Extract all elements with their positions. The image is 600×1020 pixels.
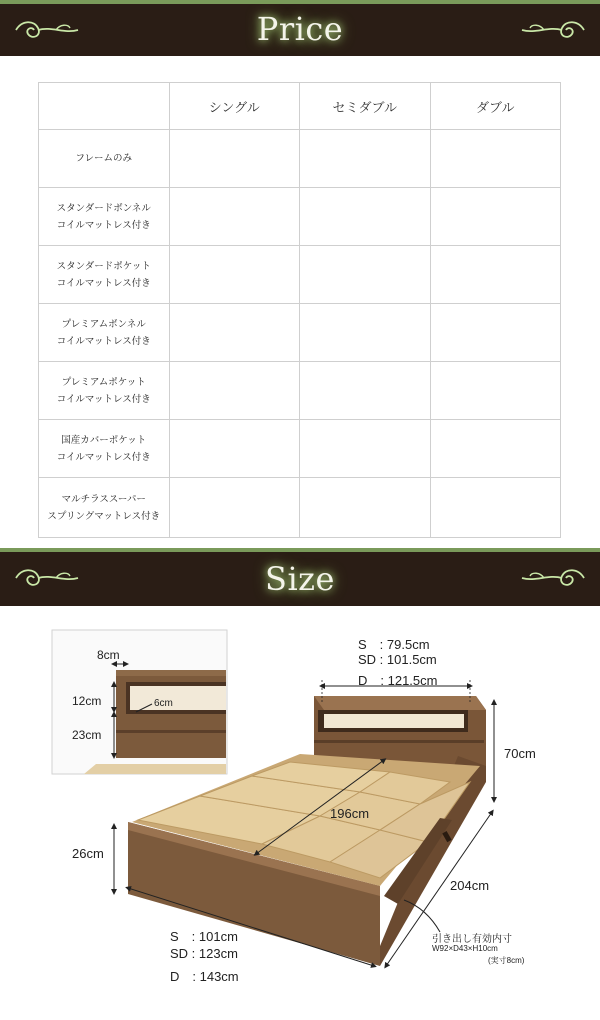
row-label [39, 246, 170, 304]
price-cell [430, 188, 561, 246]
price-cell [169, 304, 300, 362]
table-row [39, 246, 561, 304]
inset-6cm-label: 6cm [154, 698, 173, 709]
row-label-line2: コイルマットレス付き [56, 393, 151, 405]
price-cell [169, 188, 300, 246]
table-row [39, 304, 561, 362]
price-cell [430, 362, 561, 420]
row-label-line1: フレームのみ [75, 153, 133, 164]
height-26-label: 26cm [72, 846, 104, 861]
ornament-icon [518, 564, 588, 592]
table-row [39, 420, 561, 478]
length-204-label: 204cm [450, 878, 490, 893]
drawer-title: 引き出し有効内寸 [432, 934, 512, 945]
length-196-label: 196cm [330, 806, 370, 821]
row-label [39, 478, 170, 538]
inset-12cm-label: 12cm [72, 694, 102, 708]
row-label-line1: スタンダードポケット [56, 260, 151, 272]
price-cell [300, 478, 431, 538]
row-label-line1: プレミアムポケット [61, 376, 146, 388]
table-row [39, 362, 561, 420]
column-header-single: シングル [169, 83, 300, 130]
row-label [39, 130, 170, 188]
price-table [38, 82, 561, 538]
height-70-label: 70cm [504, 746, 536, 761]
price-cell [169, 420, 300, 478]
drawer-actual: (実寸8cm) [488, 956, 525, 965]
column-header-double: ダブル [430, 83, 561, 130]
column-header-semi-double: セミダブル [300, 83, 431, 130]
headboard-width-d: D : 121.5cm [358, 673, 438, 688]
row-label-line1: マルチラススーパー [61, 493, 146, 505]
price-cell [169, 246, 300, 304]
row-label-line1: 国産カバーポケット [61, 434, 147, 446]
headboard-width-s: S : 79.5cm [358, 637, 430, 652]
ornament-icon [518, 16, 588, 44]
frame-width-s: S : 101cm [170, 929, 238, 944]
size-banner [0, 548, 600, 606]
price-title: Price [256, 10, 344, 48]
row-label-line2: スプリングマットレス付き [47, 510, 161, 522]
price-cell [300, 304, 431, 362]
price-cell [300, 362, 431, 420]
price-cell [300, 130, 431, 188]
row-label [39, 304, 170, 362]
size-diagram [0, 606, 600, 1016]
table-header-row [39, 83, 561, 130]
price-banner [0, 0, 600, 56]
price-cell [300, 188, 431, 246]
size-title: Size [265, 560, 335, 598]
row-label-line2: コイルマットレス付き [56, 451, 151, 463]
price-cell [430, 130, 561, 188]
frame-width-d: D : 143cm [170, 969, 239, 984]
price-cell [169, 478, 300, 538]
price-cell [430, 304, 561, 362]
row-label-line2: コイルマットレス付き [56, 277, 151, 289]
table-header-empty [39, 83, 170, 130]
row-label [39, 362, 170, 420]
price-cell [300, 246, 431, 304]
price-cell [430, 478, 561, 538]
table-row [39, 188, 561, 246]
row-label-line2: コイルマットレス付き [56, 335, 151, 347]
headboard-width-sd: SD : 101.5cm [358, 652, 437, 667]
row-label [39, 188, 170, 246]
row-label-line1: スタンダードボンネル [56, 202, 151, 214]
inset-23cm-label: 23cm [72, 728, 102, 742]
price-cell [430, 246, 561, 304]
table-row [39, 130, 561, 188]
price-cell [169, 130, 300, 188]
price-cell [300, 420, 431, 478]
row-label [39, 420, 170, 478]
row-label-line1: プレミアムボンネル [61, 318, 146, 330]
row-label-line2: コイルマットレス付き [56, 219, 151, 231]
inset-8cm-label: 8cm [97, 648, 120, 662]
table-row [39, 478, 561, 538]
frame-width-sd: SD : 123cm [170, 946, 238, 961]
price-cell [169, 362, 300, 420]
drawer-dims: W92×D43×H10cm [432, 944, 498, 953]
price-cell [430, 420, 561, 478]
